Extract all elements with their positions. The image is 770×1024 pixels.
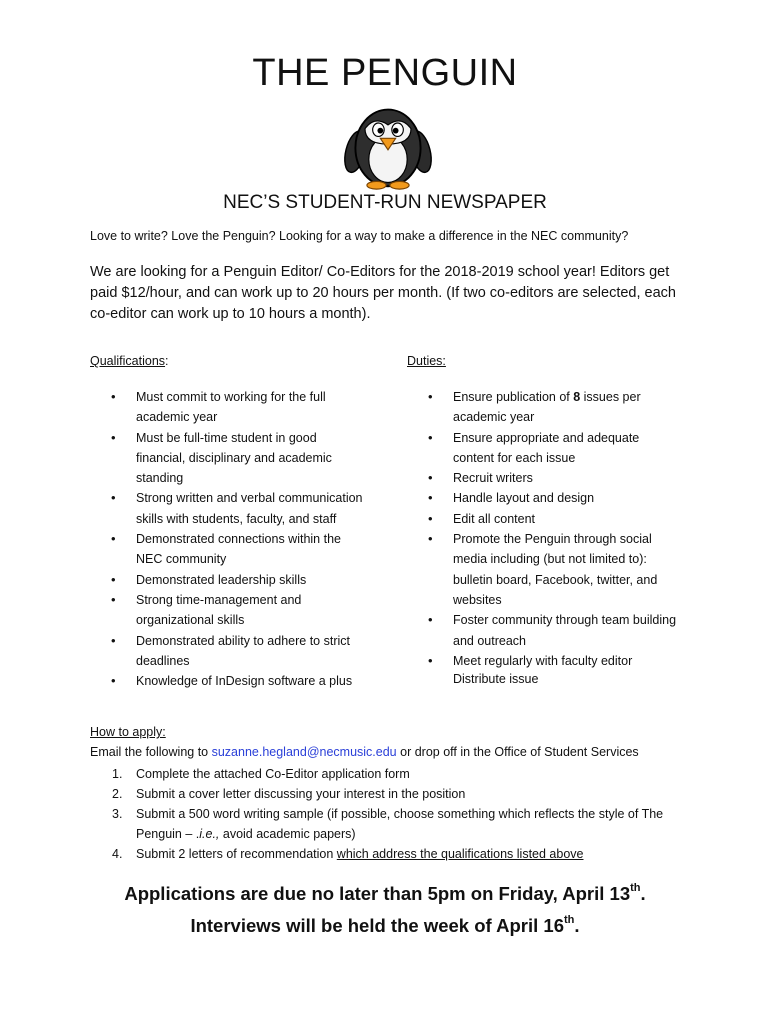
email-suffix: or drop off in the Office of Student Services [396, 745, 639, 759]
qualifications-heading-label: Qualifications [90, 354, 166, 368]
deadline-notice [0, 878, 770, 942]
list-item: • Meet regularly with faculty editor [453, 651, 678, 671]
step-text: Submit a cover letter discussing your interest in the position [136, 787, 466, 801]
list-item: • Demonstrated connections within the NEC community [136, 529, 368, 570]
application-steps [112, 764, 676, 864]
deadline-line [0, 878, 770, 910]
interview-text: Interviews will be held the week of April 16 [190, 915, 564, 936]
step-text: Submit a 500 word writing sample (if possible, choose something which reflects the style of The Penguin – . [136, 807, 664, 841]
email-prefix: Email the following to [90, 745, 212, 759]
page-title: THE PENGUIN [252, 52, 518, 94]
step-text: Submit 2 letters of recommendation [136, 847, 337, 861]
list-item [112, 844, 676, 864]
list-item: • Knowledge of InDesign software a plus [136, 671, 368, 691]
deadline-period: . [640, 883, 646, 904]
list-item [112, 804, 676, 844]
interview-period: . [574, 915, 580, 936]
list-item: • Edit all content [453, 509, 678, 529]
qualifications-heading-colon: : [165, 354, 169, 368]
list-item: • Strong written and verbal communication skills with students, faculty, and staff [136, 488, 368, 529]
list-item: • Demonstrated leadership skills [136, 570, 368, 590]
duty-trailing-text: Distribute issue [453, 672, 539, 686]
lead-paragraph: We are looking for a Penguin Editor/ Co-Editors for the 2018-2019 school year! Editors get paid $12/hour, and can work up to 20 hours per month. (If two co-editors are selected, each co-editor can work up to 10 hours a month). [90, 264, 676, 322]
list-item: • Ensure appropriate and adequate content for each issue [453, 428, 678, 469]
step-number: 4. [112, 847, 123, 861]
interview-suffix: th [564, 914, 575, 926]
how-to-apply-heading: How to apply: [90, 725, 166, 739]
step-number: 3. [112, 807, 123, 821]
deadline-text: Applications are due no later than 5pm on Friday, April 13 [124, 883, 631, 904]
list-item: • Promote the Penguin through social media including (but not limited to): bulletin board, Facebook, twitter, and websites [453, 529, 678, 610]
duty-text-before: Ensure publication of [453, 390, 574, 404]
list-item: • Handle layout and design [453, 488, 678, 508]
list-item [112, 764, 676, 784]
step-italic: i.e., [199, 827, 220, 841]
list-item: • Demonstrated ability to adhere to strict deadlines [136, 631, 368, 672]
issue-count: 8 [573, 390, 581, 404]
deadline-suffix: th [630, 882, 641, 894]
interview-line [0, 910, 770, 942]
page-subtitle: NEC’S STUDENT-RUN NEWSPAPER [223, 192, 547, 213]
qualifications-heading [90, 354, 169, 368]
list-item: • Must commit to working for the full academic year [136, 387, 368, 428]
intro-text: Love to write? Love the Penguin? Looking for a way to make a difference in the NEC community? [90, 229, 629, 243]
step-underlined: which address the qualifications listed above [336, 847, 584, 861]
duties-list [453, 387, 678, 671]
list-item [112, 784, 676, 804]
email-instructions [90, 745, 730, 759]
penguin-icon [340, 100, 436, 192]
list-item: • Foster community through team building and outreach [453, 610, 678, 651]
step-number: 1. [112, 767, 123, 781]
email-link[interactable]: suzanne.hegland@necmusic.edu [211, 745, 397, 759]
duties-heading: Duties: [407, 354, 446, 368]
qualifications-list [136, 387, 368, 691]
list-item [453, 387, 678, 428]
step-text-end: avoid academic papers) [219, 827, 356, 841]
duty-text-after: issues per academic year [453, 390, 641, 425]
step-text: Complete the attached Co-Editor application form [136, 767, 410, 781]
list-item: • Strong time-management and organizational skills [136, 590, 368, 631]
list-item: • Must be full-time student in good financial, disciplinary and academic standing [136, 428, 368, 489]
list-item: • Recruit writers [453, 468, 678, 488]
step-number: 2. [112, 787, 123, 801]
